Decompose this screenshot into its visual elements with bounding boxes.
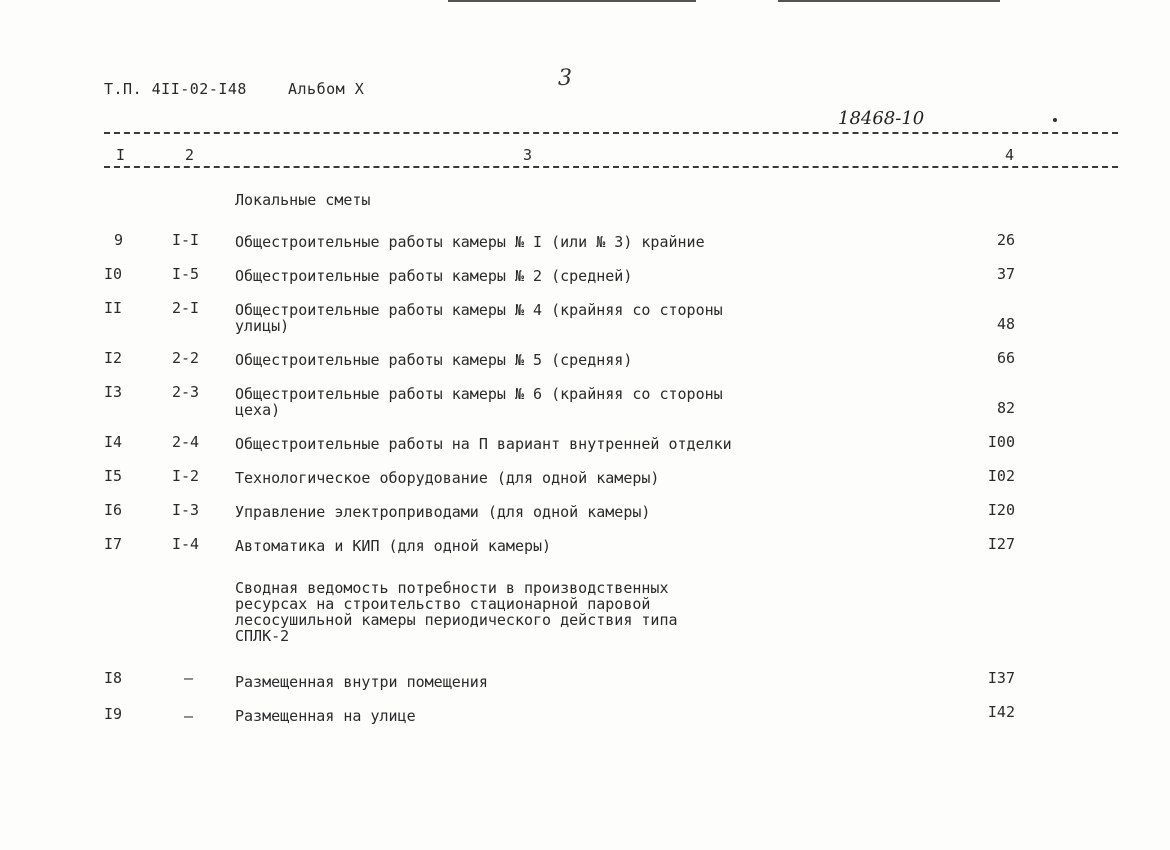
- row-number: I5: [104, 467, 123, 485]
- row-title: Размещенная внутри помещения: [235, 673, 488, 691]
- row-number: I3: [104, 383, 123, 401]
- row-title: Управление электроприводами (для одной камеры): [235, 503, 651, 521]
- header-rule-top: [104, 132, 1118, 134]
- row-page: 26: [996, 231, 1015, 249]
- row-code: 2-3: [172, 383, 200, 401]
- mark-dot: [1053, 118, 1057, 122]
- row-title: Автоматика и КИП (для одной камеры): [235, 537, 552, 555]
- row-title: Общестроительные работы на П вариант внутренней отделки: [235, 435, 732, 453]
- row-title-line2: улицы): [235, 317, 290, 335]
- row-number: I9: [104, 705, 123, 723]
- row-title-line2: цеха): [235, 401, 281, 419]
- section-title: Локальные сметы: [235, 191, 371, 209]
- row-page: I20: [987, 501, 1015, 519]
- row-page: 48: [996, 315, 1015, 333]
- row-page: I37: [987, 669, 1015, 687]
- column-number-4: 4: [1005, 146, 1015, 164]
- row-page: I00: [987, 433, 1015, 451]
- album-label: Альбом X: [288, 80, 365, 98]
- row-title-line1: Общестроительные работы камеры № 6 (крайняя со стороны: [235, 385, 723, 403]
- row-code: 2-4: [172, 433, 200, 451]
- summary-line: Сводная ведомость потребности в производственных: [235, 579, 669, 597]
- column-number-2: 2: [185, 146, 195, 164]
- row-title: Технологическое оборудование (для одной камеры): [235, 469, 660, 487]
- column-number-3: 3: [523, 146, 533, 164]
- page-number: 3: [558, 66, 572, 91]
- row-number: 9: [114, 231, 124, 249]
- row-number: I6: [104, 501, 123, 519]
- row-code: I-4: [172, 535, 200, 553]
- row-page: I02: [987, 467, 1015, 485]
- summary-line: СПЛК-2: [235, 627, 290, 645]
- row-title: Размещенная на улице: [235, 707, 416, 725]
- row-page: 66: [996, 349, 1015, 367]
- summary-line: ресурсах на строительство стационарной паровой: [235, 595, 651, 613]
- row-code: 2-2: [172, 349, 200, 367]
- row-number: II: [104, 299, 123, 317]
- row-code: –: [184, 669, 194, 687]
- top-edge-line-left: [448, 0, 696, 2]
- row-code: I-3: [172, 501, 200, 519]
- row-page: 82: [996, 399, 1015, 417]
- header-rule-bottom: [104, 166, 1118, 168]
- document-number: 18468-10: [838, 108, 925, 129]
- summary-line: лесосушильной камеры периодического действия типа: [235, 611, 678, 629]
- row-number: I2: [104, 349, 123, 367]
- row-code: 2-I: [172, 299, 200, 317]
- row-number: I0: [104, 265, 123, 283]
- row-page: I27: [987, 535, 1015, 553]
- row-title: Общестроительные работы камеры № 2 (средней): [235, 267, 633, 285]
- row-number: I8: [104, 669, 123, 687]
- row-number: I7: [104, 535, 123, 553]
- row-code: I-5: [172, 265, 200, 283]
- document-code: Т.П. 4II-02-I48: [104, 80, 247, 98]
- row-page: I42: [987, 703, 1015, 721]
- row-code: I-I: [172, 231, 200, 249]
- row-title-line1: Общестроительные работы камеры № 4 (крайняя со стороны: [235, 301, 723, 319]
- row-title: Общестроительные работы камеры № I (или № 3) крайние: [235, 233, 705, 251]
- row-code: –: [184, 707, 194, 725]
- row-number: I4: [104, 433, 123, 451]
- row-page: 37: [996, 265, 1015, 283]
- column-number-1: I: [116, 146, 126, 164]
- top-edge-line-right: [778, 0, 1000, 2]
- row-code: I-2: [172, 467, 200, 485]
- row-title: Общестроительные работы камеры № 5 (средняя): [235, 351, 633, 369]
